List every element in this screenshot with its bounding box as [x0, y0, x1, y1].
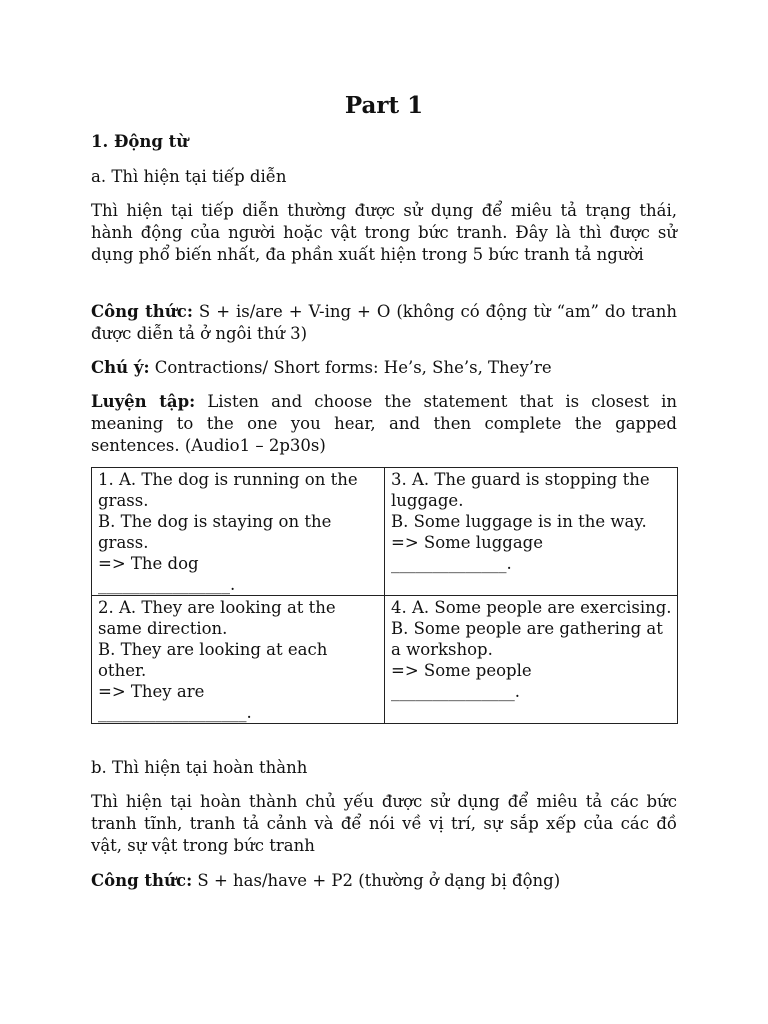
paragraph-present-perfect: Thì hiện tại hoàn thành chủ yếu được sử dụng để miêu tả các bức tranh tĩnh, tranh tả cảnh và để nói về vị trí, sự sắp xếp của các đồ vật, sự vật trong bức tranh — [91, 792, 677, 855]
exercise-table — [91, 467, 678, 724]
exercise-option-a: 4. A. Some people are exercising. — [391, 598, 672, 617]
subheading-present-continuous: a. Thì hiện tại tiếp diễn — [91, 167, 287, 186]
formula-text-b: S + has/have + P2 (thường ở dạng bị động) — [192, 871, 561, 890]
exercise-option-b: B. They are looking at each other. — [98, 640, 328, 680]
exercise-blank: ________________. — [98, 575, 236, 594]
note-text: Contractions/ Short forms: He’s, She’s, They’re — [149, 358, 552, 377]
formula-line — [91, 301, 677, 345]
formula-line-b — [91, 870, 677, 892]
section-heading-verbs: 1. Động từ — [91, 132, 189, 151]
exercise-option-a: 3. A. The guard is stopping the luggage. — [391, 470, 650, 510]
exercise-option-a: 2. A. They are looking at the same direction. — [98, 598, 336, 638]
exercise-cell-1 — [92, 468, 385, 596]
exercise-blank: ______________. — [391, 554, 512, 573]
exercise-blank: __________________. — [98, 703, 252, 722]
formula-label-b: Công thức: — [91, 871, 193, 890]
exercise-option-b: B. Some luggage is in the way. — [391, 512, 647, 531]
exercise-answer-prompt: => Some people — [391, 661, 532, 680]
table-row — [92, 596, 678, 724]
exercise-option-a: 1. A. The dog is running on the grass. — [98, 470, 358, 510]
exercise-option-b: B. The dog is staying on the grass. — [98, 512, 332, 552]
exercise-cell-2 — [92, 596, 385, 724]
page-title: Part 1 — [344, 92, 424, 119]
formula-label: Công thức: — [91, 302, 193, 321]
subheading-present-perfect: b. Thì hiện tại hoàn thành — [91, 758, 308, 777]
exercise-blank: _______________. — [391, 682, 520, 701]
formula-text: S + is/are + V-ing + O (không có động từ “am” do tranh được diễn tả ở ngôi thứ 3) — [91, 302, 678, 343]
exercise-answer-prompt: => Some luggage — [391, 533, 543, 552]
exercise-cell-3 — [385, 468, 678, 596]
practice-text: Listen and choose the statement that is closest in meaning to the one you hear, and then complete the gapped sentences. (Audio1 – 2p30s) — [91, 392, 677, 455]
exercise-option-b: B. Some people are gathering at a workshop. — [391, 619, 663, 659]
practice-label: Luyện tập: — [91, 392, 196, 411]
table-row — [92, 468, 678, 596]
exercise-answer-prompt: => The dog — [98, 554, 199, 573]
note-label: Chú ý: — [91, 358, 150, 377]
paragraph-present-continuous: Thì hiện tại tiếp diễn thường được sử dụng để miêu tả trạng thái, hành động của người hoặc vật trong bức tranh. Đây là thì được sử dụng phổ biến nhất, đa phần xuất hiện trong 5 bức tranh tả người — [91, 201, 677, 264]
exercise-answer-prompt: => They are — [98, 682, 205, 701]
practice-line — [91, 391, 677, 457]
note-line — [91, 357, 677, 379]
exercise-cell-4 — [385, 596, 678, 724]
